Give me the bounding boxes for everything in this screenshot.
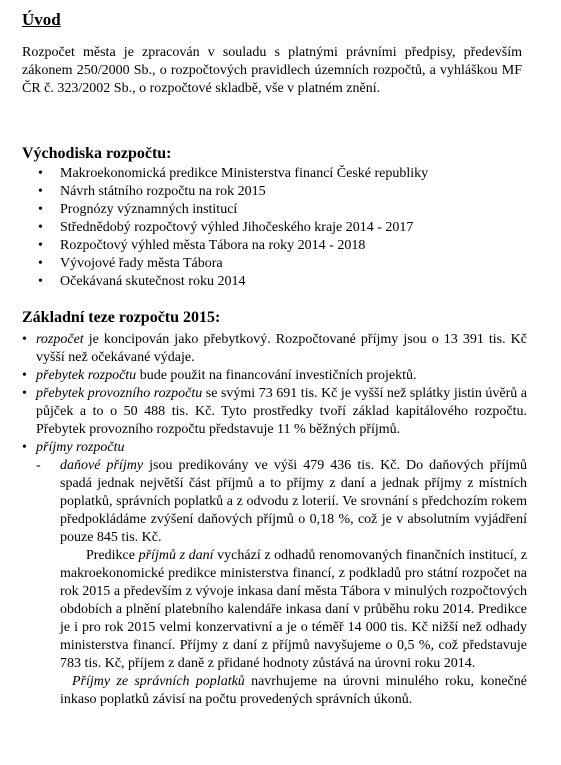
- list-item: • Vývojové řady města Tábora: [38, 256, 223, 271]
- bullet-icon: •: [22, 332, 27, 347]
- teze-list: [22, 331, 527, 709]
- section-title-uvod: Úvod: [22, 10, 61, 29]
- list-item: • Střednědobý rozpočtový výhled Jihočeského kraje 2014 - 2017: [38, 220, 414, 235]
- list-item: • Návrh státního rozpočtu na rok 2015: [38, 184, 266, 199]
- paragraph-poplatky: Příjmy ze správních poplatků navrhujeme na úrovni minulého roku, konečné inkaso poplatků závisí na počtu provedených správních úkonů.: [60, 674, 527, 707]
- bullet-icon: •: [22, 440, 27, 455]
- bullet-icon: •: [38, 166, 43, 181]
- teze-subitem-danove: - daňové příjmy jsou predikovány ve výši 479 436 tis. Kč. Do daňových příjmů spadá jednak největší část příjmů a to příjmy z daní a jednak příjmy z místních poplatků, správních poplatků a z odvodu z loterií. Ve srovnání s předchozím rokem předpokládáme zvýšení daňových příjmů o 0,18 %, což je v absolutním vyjádření pouze 845 tis. Kč.: [36, 458, 527, 545]
- bullet-icon: •: [38, 238, 43, 253]
- bullet-icon: •: [38, 274, 43, 289]
- bullet-icon: •: [22, 368, 27, 383]
- bullet-icon: •: [22, 386, 27, 401]
- section-title-vychodiska: Východiska rozpočtu:: [22, 145, 172, 162]
- bullet-icon: •: [38, 202, 43, 217]
- dash-icon: -: [36, 458, 41, 473]
- bullet-icon: •: [38, 220, 43, 235]
- teze-item-rozpocet: • rozpočet je koncipován jako přebytkový. Rozpočtované příjmy jsou o 13 391 tis. Kč vyšší než očekávané výdaje.: [22, 332, 527, 365]
- uvod-paragraph: Rozpočet města je zpracován v souladu s platnými právními předpisy, především zákonem 250/2000 Sb., o rozpočtových pravidlech územních rozpočtů, a vyhláškou MF ČR č. 323/2002 Sb., o rozpočtové skladbě, vše v platném znění.: [22, 45, 522, 96]
- teze-item-prijmy: • příjmy rozpočtu: [22, 440, 125, 455]
- bullet-icon: •: [38, 256, 43, 271]
- vychodiska-list: [38, 165, 540, 291]
- paragraph-predikce: Predikce příjmů z daní vychází z odhadů renomovaných finančních institucí, z makroekonomické predikce ministerstva financí, z podkladů pro státní rozpočet na rok 2015 a především z vývoje inkasa daní města Tábora v minulých rozpočtových obdobích a plnění platebního kalendáře inkasa daní v průběhu roku 2014. Predikce je i pro rok 2015 velmi konzervativní a je o téměř 14 000 tis. Kč nižší než odhady ministerstva financí. Příjmy z daní z příjmů navyšujeme o 0,5 %, což představuje 783 tis. Kč, příjem z daně z přidané hodnoty zůstává na úrovni roku 2014.: [60, 548, 527, 671]
- teze-item-provozni: • přebytek provozního rozpočtu se svými 73 691 tis. Kč je vyšší než splátky jistin úvěrů a půjček a to o 50 488 tis. Kč. Tyto prostředky tvoří základ kapitálového rozpočtu. Přebytek provozního rozpočtu představuje 11 % běžných příjmů.: [22, 386, 528, 437]
- bullet-icon: •: [38, 184, 43, 199]
- list-item: • Rozpočtový výhled města Tábora na roky 2014 - 2018: [38, 238, 366, 253]
- list-item: • Očekávaná skutečnost roku 2014: [38, 274, 246, 289]
- section-title-teze: Základní teze rozpočtu 2015:: [22, 309, 221, 326]
- list-item: • Prognózy významných institucí: [38, 202, 238, 217]
- teze-item-prebytek: • přebytek rozpočtu bude použit na financování investičních projektů.: [22, 368, 417, 383]
- list-item: • Makroekonomická predikce Ministerstva financí České republiky: [38, 166, 429, 181]
